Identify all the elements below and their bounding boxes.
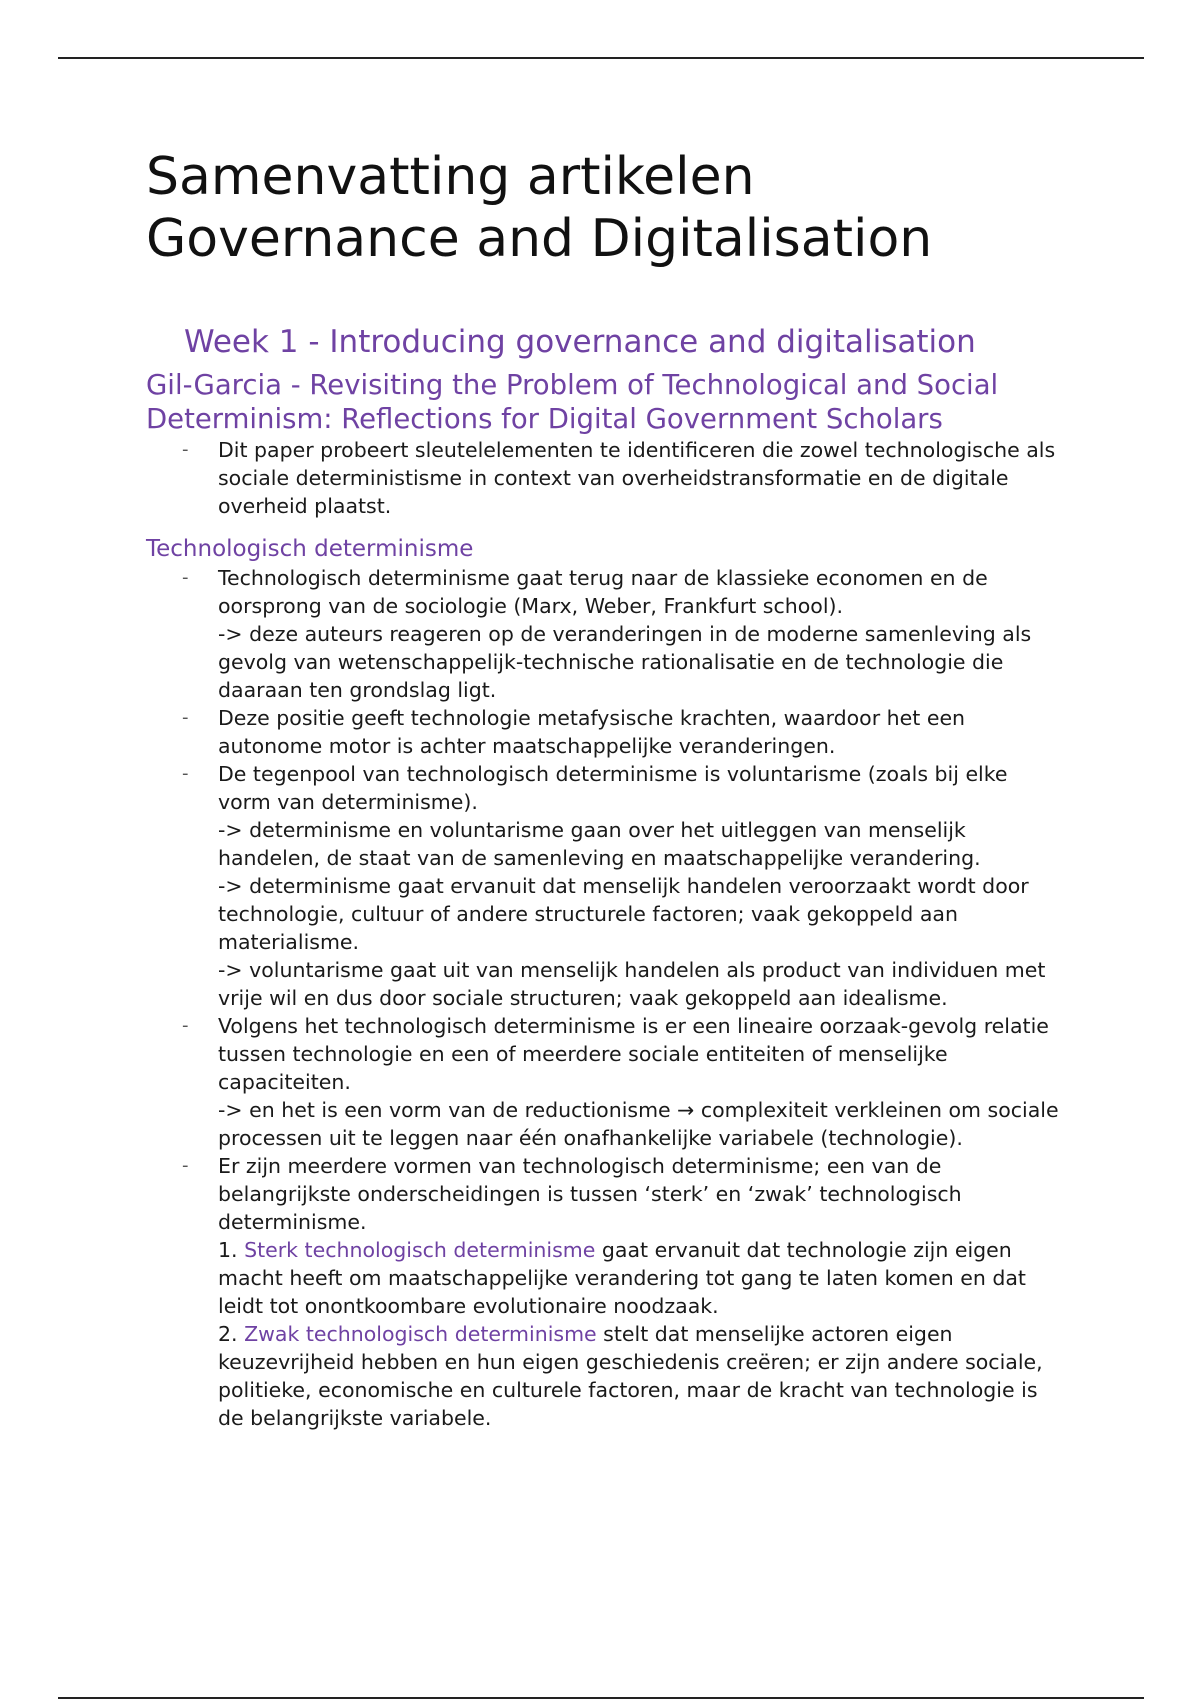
list-item: - Er zijn meerdere vormen van technologisch determinisme; een van de belangrijkste onderscheidingen is tussen ‘sterk’ en ‘zwak’ technologisch determinisme. 1. Sterk technologisch determinisme gaat ervanuit dat technologie zijn eigen macht heeft om maatschappelijke verandering tot gang te laten komen en dat leidt tot onontkoombare evolutionaire noodzaak. 2. Zwak technologisch determinisme stelt dat menselijke actoren eigen keuzevrijheid hebben en hun eigen geschiedenis creëren; er zijn andere sociale, politieke, economische en culturele factoren, maar de kracht van technologie is de belangrijkste variabele.	[146, 1152, 1066, 1432]
section-heading: Technologisch determinisme	[146, 536, 474, 562]
list-item: - Deze positie geeft technologie metafysische krachten, waardoor het een autonome motor is achter maatschappelijke veranderingen.	[146, 704, 1066, 760]
document-body	[146, 146, 1066, 1432]
header-rule	[58, 57, 1144, 59]
footer-rule	[58, 1697, 1144, 1699]
list-item: - De tegenpool van technologisch determinisme is voluntarisme (zoals bij elke vorm van determinisme). -> determinisme en voluntarisme gaan over het uitleggen van menselijk handelen, de staat van de samenleving en maatschappelijke verandering. -> determinisme gaat ervanuit dat menselijk handelen veroorzaakt wordt door technologie, cultuur of andere structurele factoren; vaak gekoppeld aan materialisme. -> voluntarisme gaat uit van menselijk handelen als product van individuen met vrije wil en dus door sociale structuren; vaak gekoppeld aan idealisme.	[146, 760, 1066, 1012]
week-heading: Week 1 - Introducing governance and digitalisation	[184, 324, 976, 360]
list-item: - Volgens het technologisch determinisme is er een lineaire oorzaak-gevolg relatie tussen technologie en een of meerdere sociale entiteiten of menselijke capaciteiten. -> en het is een vorm van de reductionisme → complexiteit verkleinen om sociale processen uit te leggen naar één onafhankelijke variabele (technologie).	[146, 1012, 1066, 1152]
document-title: Samenvatting artikelen Governance and Digitalisation	[146, 147, 933, 269]
article-heading: Gil-Garcia - Revisiting the Problem of Technological and Social Determinism: Reflections for Digital Government Scholars	[146, 369, 999, 435]
list-item: - Technologisch determinisme gaat terug naar de klassieke economen en de oorsprong van de sociologie (Marx, Weber, Frankfurt school). -> deze auteurs reageren op de veranderingen in de moderne samenleving als gevolg van wetenschappelijk-technische rationalisatie en de technologie die daaraan ten grondslag ligt.	[146, 564, 1066, 704]
highlight-term: Sterk technologisch determinisme	[244, 1238, 596, 1262]
numbered-item: 2. Zwak technologisch determinisme stelt dat menselijke actoren eigen keuzevrijheid hebben en hun eigen geschiedenis creëren; er zijn andere sociale, politieke, economische en culturele factoren, maar de kracht van technologie is de belangrijkste variabele.	[218, 1322, 1043, 1430]
list-item: - Dit paper probeert sleutelelementen te identificeren die zowel technologische als sociale deterministisme in context van overheidstransformatie en de digitale overheid plaatst.	[146, 436, 1066, 520]
article-intro-list	[146, 436, 1066, 520]
section-bullet-list	[146, 564, 1066, 1432]
highlight-term: Zwak technologisch determinisme	[244, 1322, 597, 1346]
numbered-item: 1. Sterk technologisch determinisme gaat ervanuit dat technologie zijn eigen macht heeft om maatschappelijke verandering tot gang te laten komen en dat leidt tot onontkoombare evolutionaire noodzaak.	[218, 1238, 1026, 1318]
